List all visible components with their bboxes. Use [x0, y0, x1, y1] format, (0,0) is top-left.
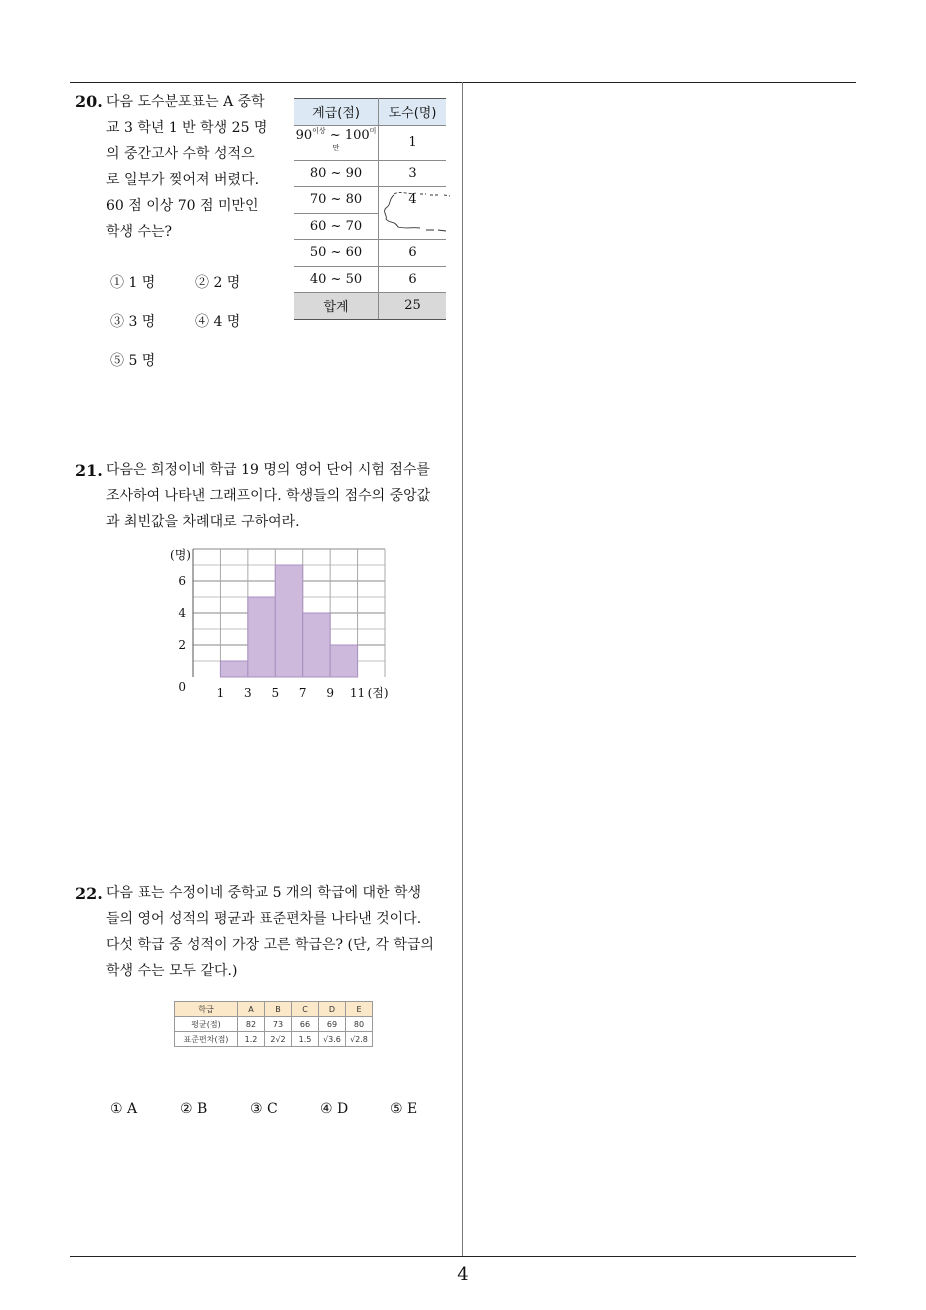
table-total-row: [294, 293, 446, 320]
sd-value: √2.8: [346, 1032, 373, 1047]
total-label: 합계: [294, 293, 379, 320]
question-21-text: [106, 457, 430, 535]
question-line: 다음 도수분포표는 A 중학: [106, 94, 265, 110]
frequency-cell: 6: [379, 240, 447, 267]
mean-value: 80: [346, 1017, 373, 1032]
x-tick-label: 7: [298, 686, 307, 700]
x-tick-label: 11: [349, 686, 366, 700]
choice-4[interactable]: ④ 4 명: [195, 314, 241, 330]
frequency-header: 도수(명): [379, 99, 447, 126]
total-value: 25: [379, 293, 447, 320]
question-21-number: 21.: [75, 461, 103, 480]
class-cell: [294, 125, 379, 160]
histogram-bar: [248, 597, 275, 677]
choice-3[interactable]: ③ 3 명: [110, 314, 156, 330]
sd-label: 표준편차(점): [175, 1032, 238, 1047]
class-name: D: [319, 1002, 346, 1017]
x-tick-label: 5: [271, 686, 280, 700]
sd-value: 1.5: [292, 1032, 319, 1047]
question-20-text: [106, 89, 267, 245]
choice-1[interactable]: ① 1 명: [110, 275, 156, 291]
class-name: C: [292, 1002, 319, 1017]
question-line: 과 최빈값을 차례대로 구하여라.: [106, 514, 300, 530]
question-line: 조사하여 나타낸 그래프이다. 학생들의 점수의 중앙값: [106, 488, 431, 504]
table-row: [294, 240, 446, 267]
class-lower: 90: [295, 127, 313, 143]
choice-4[interactable]: ④ D: [320, 1101, 349, 1117]
column-divider: [462, 82, 463, 1257]
class-cell: 80 ~ 90: [294, 160, 379, 187]
table-row: [175, 1017, 373, 1032]
top-rule: [70, 82, 856, 83]
class-stats-table: [174, 1001, 373, 1047]
table-header-row: [294, 99, 446, 126]
question-line: 다음은 희정이네 학급 19 명의 영어 단어 시험 점수를: [106, 462, 430, 478]
mean-label: 평균(점): [175, 1017, 238, 1032]
choice-2[interactable]: ② 2 명: [195, 275, 241, 291]
torn-paper-mark: [380, 186, 452, 236]
histogram-bar: [275, 565, 302, 677]
class-name: A: [238, 1002, 265, 1017]
y-axis-label: (명): [170, 548, 191, 562]
class-cell: 50 ~ 60: [294, 240, 379, 267]
class-upper: 100: [344, 127, 370, 143]
frequency-cell: 4: [408, 192, 417, 208]
question-line: 다섯 학급 중 성적이 가장 고른 학급은? (단, 각 학급의: [106, 937, 434, 953]
histogram-bar: [303, 613, 330, 677]
x-tick-label: 9: [326, 686, 334, 700]
x-tick-label: 1: [216, 686, 225, 700]
class-cell: 70 ~ 80: [294, 187, 379, 214]
x-axis-label: (점): [367, 686, 389, 700]
mean-value: 66: [292, 1017, 319, 1032]
frequency-cell: 3: [379, 160, 447, 187]
table-row: [294, 160, 446, 187]
range-tilde: ~: [325, 127, 345, 143]
table-row: [175, 1032, 373, 1047]
page-number: 4: [457, 1264, 469, 1285]
y-tick-label: 4: [178, 606, 186, 620]
table-row: [294, 266, 446, 293]
sd-value: √3.6: [319, 1032, 346, 1047]
choice-2[interactable]: ② B: [180, 1101, 208, 1117]
histogram-bars: [220, 565, 357, 677]
table-header-row: [175, 1002, 373, 1017]
choice-5[interactable]: ⑤ 5 명: [110, 353, 156, 369]
sd-value: 2√2: [265, 1032, 292, 1047]
question-line: 로 일부가 찢어져 버렸다.: [106, 172, 260, 188]
y-tick-label: 2: [178, 638, 186, 652]
upper-bound-note: 미만: [332, 126, 377, 152]
frequency-cell: 1: [379, 125, 447, 160]
question-line: 의 중간고사 수학 성적으: [106, 146, 255, 162]
frequency-cell: 6: [379, 266, 447, 293]
table-row: [294, 125, 446, 160]
question-line: 다음 표는 수정이네 중학교 5 개의 학급에 대한 학생: [106, 885, 421, 901]
choice-1[interactable]: ① A: [110, 1101, 138, 1117]
histogram-svg: [160, 545, 410, 705]
class-cell: 60 ~ 70: [294, 213, 379, 240]
histogram-bar: [330, 645, 357, 677]
y-tick-label: 6: [178, 574, 186, 588]
origin-label: 0: [178, 680, 186, 694]
lower-bound-note: 이상: [312, 126, 326, 135]
histogram: [160, 545, 410, 709]
header-label: 학급: [175, 1002, 238, 1017]
bottom-rule: [70, 1256, 856, 1257]
class-cell: 40 ~ 50: [294, 266, 379, 293]
x-tick-label: 3: [244, 686, 252, 700]
question-22-text: [106, 880, 434, 984]
sd-value: 1.2: [238, 1032, 265, 1047]
question-line: 학생 수는?: [106, 224, 173, 240]
class-name: E: [346, 1002, 373, 1017]
mean-value: 82: [238, 1017, 265, 1032]
question-22-number: 22.: [75, 884, 103, 903]
choice-5[interactable]: ⑤ E: [390, 1101, 418, 1117]
question-line: 60 점 이상 70 점 미만인: [106, 198, 259, 214]
mean-value: 73: [265, 1017, 292, 1032]
question-line: 학생 수는 모두 같다.): [106, 963, 238, 979]
histogram-bar: [220, 661, 247, 677]
question-20-number: 20.: [75, 92, 103, 111]
question-line: 들의 영어 성적의 평균과 표준편차를 나타낸 것이다.: [106, 911, 422, 927]
class-name: B: [265, 1002, 292, 1017]
class-header: 계급(점): [294, 99, 379, 126]
choice-3[interactable]: ③ C: [250, 1101, 278, 1117]
question-line: 교 3 학년 1 반 학생 25 명: [106, 120, 268, 136]
mean-value: 69: [319, 1017, 346, 1032]
